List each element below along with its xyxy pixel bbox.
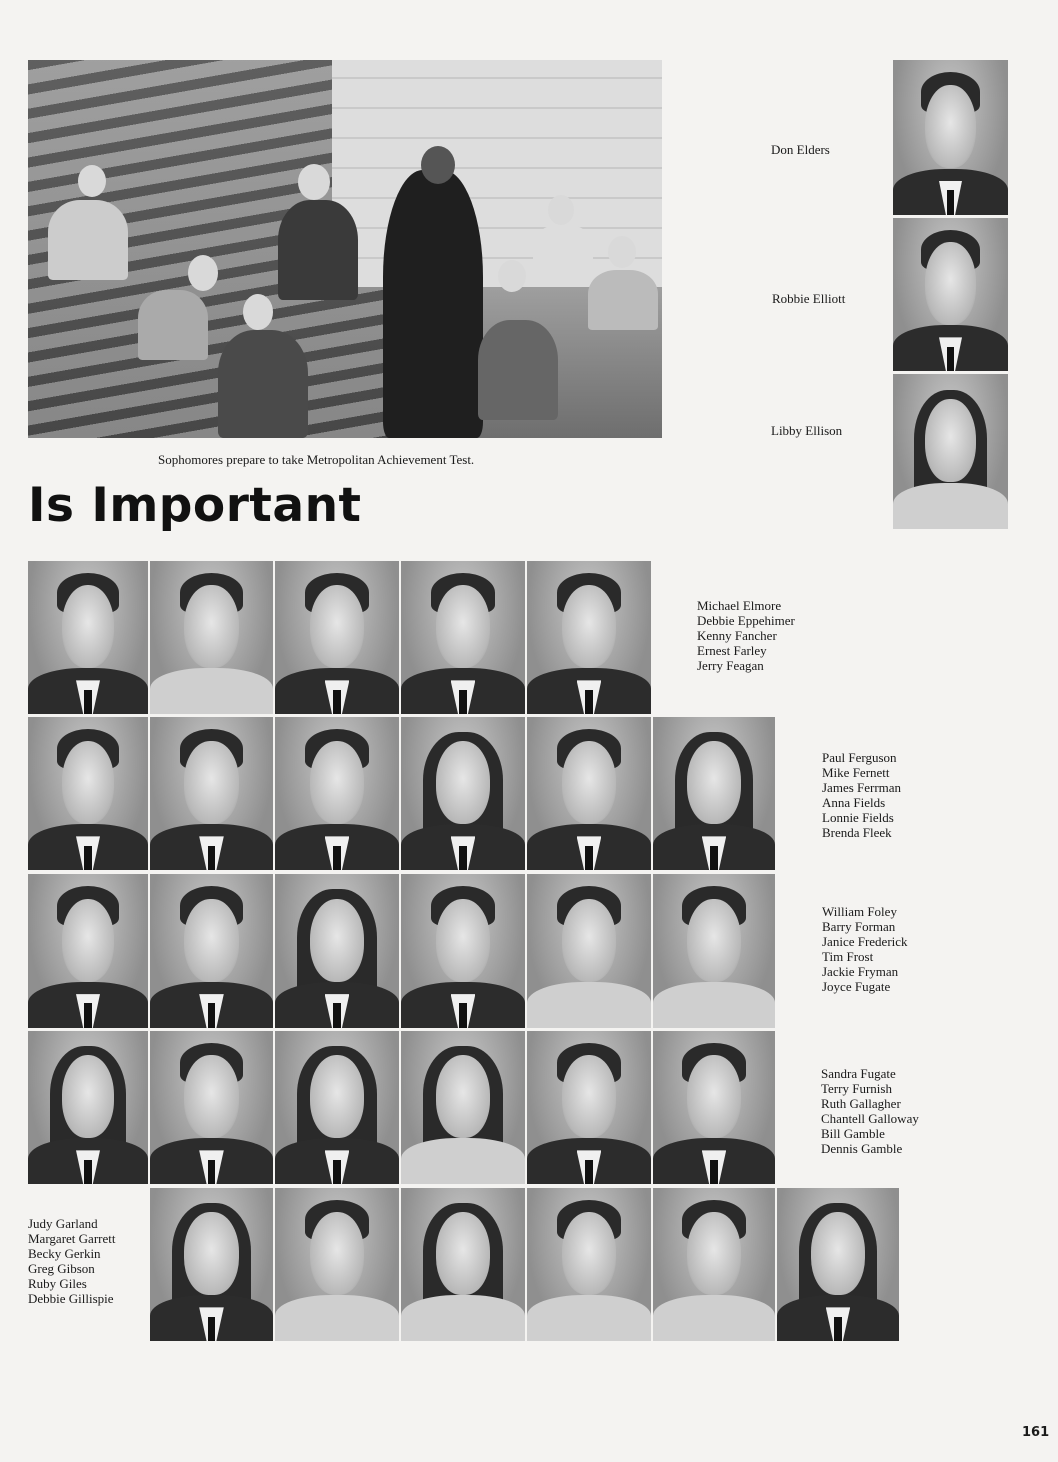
student-figure (278, 200, 358, 300)
name-list (822, 750, 901, 840)
name-list (697, 598, 795, 673)
portrait-photo (28, 1031, 148, 1184)
student-name: Bill Gamble (821, 1126, 885, 1141)
portrait-photo (28, 874, 148, 1028)
portrait-photo (150, 717, 273, 870)
portrait-photo (527, 874, 651, 1028)
student-name: Ruth Gallagher (821, 1096, 901, 1111)
student-figure (218, 330, 308, 438)
student-figure (478, 320, 558, 420)
portrait-photo (653, 874, 775, 1028)
student-name: Jerry Feagan (697, 658, 764, 673)
student-head (78, 165, 106, 197)
portrait-photo (893, 60, 1008, 215)
portrait-photo (653, 717, 775, 870)
portrait-photo (527, 1031, 651, 1184)
portrait-name: Robbie Elliott (772, 291, 846, 306)
student-name: Kenny Fancher (697, 628, 777, 643)
student-head (498, 260, 526, 292)
portrait-photo (401, 874, 525, 1028)
student-name: Brenda Fleek (822, 825, 892, 840)
portrait-photo (275, 1188, 399, 1341)
classroom-photo (28, 60, 662, 438)
student-head (188, 255, 218, 291)
portrait-photo (401, 1031, 525, 1184)
student-head (243, 294, 273, 330)
teacher-figure (383, 170, 483, 438)
teacher-head (421, 146, 455, 184)
portrait-photo (275, 717, 399, 870)
student-name: Ruby Giles (28, 1276, 87, 1291)
student-head (298, 164, 330, 200)
portrait-photo (275, 874, 399, 1028)
student-figure (138, 290, 208, 360)
student-name: Greg Gibson (28, 1261, 95, 1276)
portrait-photo (401, 561, 525, 714)
portrait-photo (527, 1188, 651, 1341)
portrait-photo (150, 1188, 273, 1341)
portrait-photo (893, 218, 1008, 371)
name-list (822, 904, 908, 994)
portrait-name: Libby Ellison (771, 423, 843, 438)
student-figure (588, 270, 658, 330)
student-name: Sandra Fugate (821, 1066, 896, 1081)
student-name: William Foley (822, 904, 897, 919)
portrait-photo (28, 717, 148, 870)
student-name: Debbie Eppehimer (697, 613, 795, 628)
student-name: Barry Forman (822, 919, 896, 934)
portrait-name: Don Elders (771, 142, 830, 157)
name-list (821, 1066, 919, 1156)
student-name: Terry Furnish (821, 1081, 892, 1096)
student-head (608, 236, 636, 268)
student-name: Anna Fields (822, 795, 886, 810)
student-name: Lonnie Fields (822, 810, 894, 825)
portrait-photo (401, 717, 525, 870)
student-head (548, 195, 574, 225)
portrait-photo (527, 561, 651, 714)
student-name: Judy Garland (28, 1216, 98, 1231)
student-name: Margaret Garrett (28, 1231, 116, 1246)
student-name: Joyce Fugate (822, 979, 891, 994)
photo-caption: Sophomores prepare to take Metropolitan Achievement Test. (158, 452, 475, 467)
portrait-photo (275, 1031, 399, 1184)
portrait-photo (150, 561, 273, 714)
portrait-photo (275, 561, 399, 714)
student-name: Michael Elmore (697, 598, 782, 613)
student-figure (48, 200, 128, 280)
portrait-photo (150, 874, 273, 1028)
portrait-photo (653, 1031, 775, 1184)
student-figure (533, 225, 593, 280)
student-name: Paul Ferguson (822, 750, 897, 765)
page-heading: Is Important (28, 478, 362, 533)
student-name: James Ferrman (822, 780, 902, 795)
portrait-photo (777, 1188, 899, 1341)
student-name: Debbie Gillispie (28, 1291, 114, 1306)
student-name: Becky Gerkin (28, 1246, 101, 1261)
name-list (28, 1216, 115, 1306)
student-name: Ernest Farley (697, 643, 767, 658)
portrait-photo (893, 374, 1008, 529)
portrait-photo (150, 1031, 273, 1184)
portrait-photo (653, 1188, 775, 1341)
student-name: Mike Fernett (822, 765, 890, 780)
student-name: Dennis Gamble (821, 1141, 903, 1156)
portrait-photo (28, 561, 148, 714)
portrait-photo (527, 717, 651, 870)
page-number: 161 (1022, 1425, 1050, 1440)
student-name: Janice Frederick (822, 934, 908, 949)
student-name: Tim Frost (822, 949, 874, 964)
student-name: Jackie Fryman (822, 964, 899, 979)
portrait-photo (401, 1188, 525, 1341)
student-name: Chantell Galloway (821, 1111, 919, 1126)
